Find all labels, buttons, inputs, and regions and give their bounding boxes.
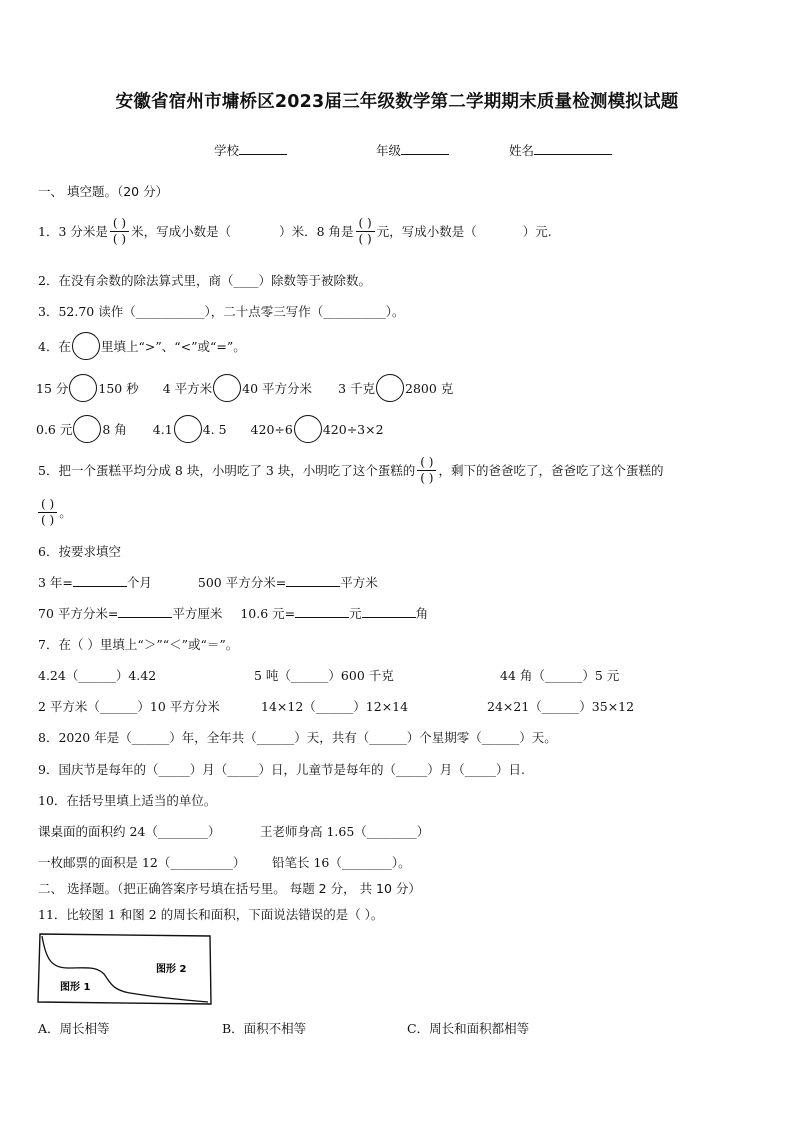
- q6r1-text: 3 年=: [38, 575, 73, 590]
- denominator: ( ): [41, 512, 55, 527]
- question-8: 8．2020 年是（______）年，全年共（______）天，共有（______）个星期零（______）天。: [38, 730, 557, 745]
- question-4-row-2: [36, 415, 384, 443]
- numerator: ( ): [112, 215, 127, 230]
- q4r1-item: 15 分: [36, 381, 69, 396]
- q10-item: 王老师身高 1.65（________）: [260, 824, 430, 839]
- answer-circle[interactable]: [174, 415, 202, 443]
- answer-blank[interactable]: [118, 605, 172, 618]
- school-label: 学校: [214, 143, 240, 158]
- q10-item: 铅笔长 16（________）。: [272, 855, 411, 870]
- name-field[interactable]: [509, 141, 612, 159]
- answer-blank[interactable]: [295, 605, 349, 618]
- q7-item: 24×21（______）35×12: [487, 699, 635, 714]
- denominator: ( ): [112, 231, 127, 246]
- q1-text-b: 米，写成小数是（: [131, 224, 232, 239]
- question-11: 11．比较图 1 和图 2 的周长和面积，下面说法错误的是（ ）。: [38, 907, 384, 922]
- q6r1-text: 平方米: [340, 575, 378, 590]
- question-6-row-1: [38, 573, 378, 591]
- q1-text-d: 元，写成小数是（: [376, 224, 477, 239]
- q4r1-item: 2800 克: [405, 381, 454, 396]
- answer-circle[interactable]: [213, 374, 241, 402]
- q4r1-item: 150 秒: [98, 381, 139, 396]
- figure-label-2: 图形 2: [156, 964, 187, 975]
- q4r2-item: 4.1: [152, 421, 173, 437]
- q4r1-item: 4 平方米: [162, 381, 213, 396]
- grade-blank[interactable]: [401, 142, 449, 155]
- fraction-blank[interactable]: [356, 216, 375, 247]
- q7-item: 14×12（______）12×14: [261, 699, 409, 714]
- page-title: 安徽省宿州市墉桥区2023届三年级数学第二学期期末质量检测模拟试题: [115, 92, 679, 112]
- question-6-row-2: [38, 604, 428, 622]
- q10-item: 课桌面的面积约 24（________）: [38, 824, 221, 839]
- denominator: ( ): [420, 470, 434, 485]
- school-field[interactable]: [214, 141, 287, 159]
- option-a[interactable]: A．周长相等: [38, 1021, 110, 1036]
- answer-blank[interactable]: [362, 605, 416, 618]
- q4r1-item: 40 平方分米: [242, 381, 313, 396]
- denominator: ( ): [358, 231, 372, 246]
- q6r2-text: 70 平方分米=: [38, 606, 119, 621]
- fraction-blank[interactable]: [38, 497, 57, 528]
- q10-item: 一枚邮票的面积是 12（__________）: [38, 855, 246, 870]
- answer-blank[interactable]: [73, 574, 127, 587]
- grade-label: 年级: [376, 143, 402, 158]
- q5-text-c: 。: [59, 505, 72, 520]
- name-blank[interactable]: [534, 142, 612, 155]
- q4r2-item: 0.6 元: [36, 422, 73, 437]
- q6r1-text: 个月: [126, 575, 152, 590]
- q6r1-text: 500 平方分米=: [197, 575, 287, 590]
- answer-circle[interactable]: [294, 415, 322, 443]
- q4r2-item: 420÷6: [250, 421, 293, 437]
- q1-text-c: ）米．8 角是: [279, 224, 354, 239]
- section-1-heading: 一、 填空题。（20 分）: [38, 184, 169, 199]
- q4r2-item: 420÷3×2: [322, 421, 384, 437]
- section-2-heading: 二、 选择题。（把正确答案序号填在括号里。 每题 2 分， 共 10 分）: [38, 881, 421, 896]
- question-4-row-1: [36, 374, 453, 402]
- q6r2-text: 10.6 元=: [240, 606, 296, 621]
- option-b[interactable]: B．面积不相等: [222, 1021, 307, 1036]
- q7-item: 44 角（______）5 元: [500, 668, 620, 683]
- answer-circle[interactable]: [72, 332, 100, 360]
- school-blank[interactable]: [239, 142, 287, 155]
- q4r2-item: 8 角: [102, 422, 127, 437]
- q6r2-text: 角: [415, 606, 429, 621]
- fraction-blank[interactable]: [110, 216, 129, 247]
- question-6: 6．按要求填空: [38, 544, 121, 559]
- q7-item: 4.24（______）4.42: [38, 668, 157, 683]
- q6r2-text: 元: [349, 606, 362, 621]
- question-5-cont: [38, 492, 72, 532]
- comparison-figure: [34, 930, 214, 1010]
- q4r1-item: 3 千克: [338, 381, 375, 396]
- answer-circle[interactable]: [73, 415, 101, 443]
- q6r2-text: 平方厘米: [172, 606, 223, 621]
- q4r2-item: 4. 5: [202, 421, 227, 437]
- grade-field[interactable]: [376, 141, 449, 159]
- q1-text-e: ）元.: [522, 224, 552, 239]
- q7-item: 5 吨（______）600 千克: [254, 668, 394, 683]
- question-10: 10．在括号里填上适当的单位。: [38, 793, 217, 808]
- q7-item: 2 平方米（______）10 平方分米: [38, 699, 220, 714]
- numerator: ( ): [358, 215, 372, 230]
- q5-text-b: ，剩下的爸爸吃了，爸爸吃了这个蛋糕的: [438, 463, 664, 478]
- q1-text-a: 1．3 分米是: [38, 224, 108, 239]
- question-5: [38, 450, 663, 490]
- question-9: 9．国庆节是每年的（_____）月（_____）日，儿童节是每年的（_____）月（_____）日.: [38, 762, 525, 777]
- question-7: 7．在（ ）里填上“＞”“＜”或“＝”。: [38, 637, 239, 652]
- fraction-blank[interactable]: [417, 455, 436, 486]
- question-4: [38, 332, 246, 360]
- figure-label-1: 图形 1: [60, 982, 91, 993]
- q4-text-b: 里填上“>”、“<”或“=”。: [100, 339, 246, 354]
- answer-blank[interactable]: [286, 574, 340, 587]
- answer-circle[interactable]: [69, 374, 97, 402]
- question-2: 2．在没有余数的除法算式里，商（____）除数等于被除数。: [38, 273, 371, 288]
- q4-text-a: 4．在: [38, 339, 71, 354]
- question-3: 3．52.70 读作（___________），二十点零三写作（__________）。: [38, 304, 405, 319]
- name-label: 姓名: [509, 143, 535, 158]
- answer-circle[interactable]: [376, 374, 404, 402]
- q5-text-a: 5．把一个蛋糕平均分成 8 块，小明吃了 3 块，小明吃了这个蛋糕的: [38, 463, 416, 478]
- numerator: ( ): [420, 454, 434, 469]
- numerator: ( ): [41, 496, 55, 511]
- question-1: [38, 211, 552, 251]
- option-c[interactable]: C．周长和面积都相等: [407, 1021, 530, 1036]
